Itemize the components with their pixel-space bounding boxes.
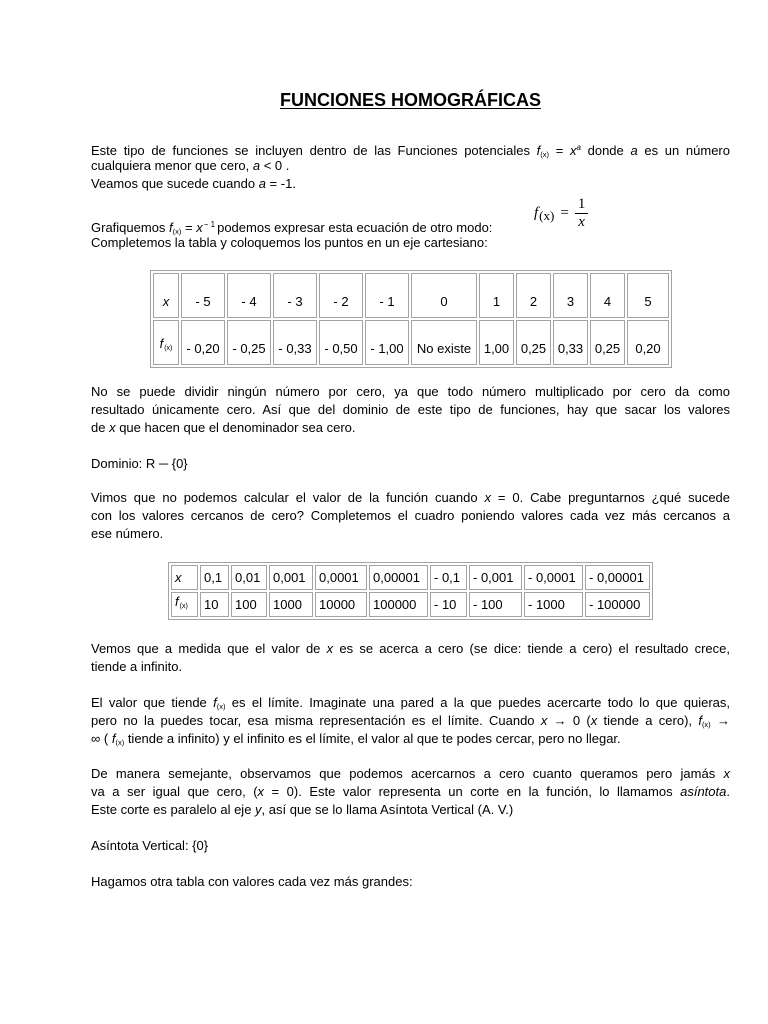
subscript: (x): [216, 702, 226, 711]
variable-x: x: [540, 713, 548, 728]
page-title: [91, 89, 730, 111]
variable-x: x: [109, 420, 116, 435]
paragraph-line: [91, 640, 730, 658]
paragraph-asymptote: [91, 765, 730, 819]
variable-x: x: [723, 766, 730, 781]
table-cell: 5: [627, 273, 669, 318]
text-run: es se acerca a cero (se dice: tiende a cero) el resultado crece,: [333, 641, 730, 656]
table-cell: 4: [590, 273, 625, 318]
variable-f: f: [159, 336, 164, 351]
table-row-fx: [153, 320, 669, 365]
variable-x: x: [196, 220, 203, 235]
formula-one-over-x: [534, 194, 588, 232]
variable-x: x: [257, 784, 265, 799]
variable-f: f: [175, 594, 179, 609]
variable-x: x: [326, 641, 334, 656]
paragraph-division-note: [91, 383, 730, 437]
table-cell: 0,20: [627, 320, 669, 365]
text-run: Grafiquemos: [91, 220, 170, 235]
table-cell: - 0,25: [227, 320, 271, 365]
table-cell: 1: [479, 273, 514, 318]
paragraph-line: [91, 783, 730, 801]
variable-y: y: [255, 802, 262, 817]
paragraph-line: [91, 837, 730, 855]
text-run: No se puede dividir ningún número por cero, ya que todo número multiplicado por cero da como: [91, 384, 730, 399]
variable-x: x: [484, 490, 492, 505]
text-run: = 0). Este valor representa un corte en la función, lo llamamos: [264, 784, 681, 799]
text-run: es un número: [637, 143, 730, 158]
values-table-near-zero: [168, 562, 653, 620]
text-run: que hacen que el denominador sea cero.: [115, 420, 356, 435]
paragraph-line: [91, 658, 730, 676]
paragraph-line: [91, 694, 730, 712]
table-cell: - 0,1: [430, 565, 467, 590]
text-run: resultado únicamente cero. Así que del dominio de este tipo de funciones, hay que sacar los valores: [91, 402, 730, 417]
text-run: .: [726, 784, 730, 799]
table-row-fx: [171, 592, 650, 617]
fraction-denominator: x: [578, 213, 585, 230]
table-cell: 0,01: [231, 565, 267, 590]
table-cell: 10: [200, 592, 229, 617]
text-run: Asíntota Vertical: {0}: [91, 838, 209, 853]
table-cell: - 0,50: [319, 320, 363, 365]
variable-f: f: [698, 713, 702, 728]
table-cell: - 5: [181, 273, 225, 318]
paragraph-line: [91, 730, 730, 748]
paragraph-line: [91, 157, 730, 175]
text-run: = 0. Cabe preguntarnos ¿qué sucede: [491, 490, 731, 505]
paragraph-line: [91, 139, 730, 157]
paragraph-limit: [91, 694, 730, 748]
text-run: Completemos la tabla y coloquemos los puntos en un eje cartesiano:: [91, 235, 488, 250]
text-run: < 0 .: [260, 158, 290, 173]
exponent-minus-one: − 1: [203, 220, 216, 229]
paragraph-line: [91, 455, 730, 473]
table-cell: 1,00: [479, 320, 514, 365]
paragraph-line: [91, 401, 730, 419]
table-cell: 100000: [369, 592, 428, 617]
text-run: → 0 (: [547, 713, 591, 728]
text-run: →: [710, 713, 730, 728]
table-cell: - 100: [469, 592, 522, 617]
variable-x: x: [569, 143, 577, 158]
table-cell: - 1,00: [365, 320, 409, 365]
paragraph-line: [91, 213, 730, 236]
table-header-fx: [153, 320, 179, 365]
text-run: ∞ (: [91, 731, 112, 746]
text-run: es el límite. Imaginate una pared a la que puedes acercarte todo lo que quieras,: [225, 695, 730, 710]
table-cell: 0,1: [200, 565, 229, 590]
text-run: Vimos que no podemos calcular el valor de la función cuando: [91, 490, 485, 505]
table-cell: 0: [411, 273, 477, 318]
variable-a: a: [252, 158, 261, 173]
table-cell: - 1: [365, 273, 409, 318]
fraction-numerator: 1: [575, 196, 589, 214]
table-cell: 2: [516, 273, 551, 318]
formula-equals: =: [560, 204, 569, 221]
text-run: va a ser igual que cero, (: [91, 784, 258, 799]
text-run: De manera semejante, observamos que podemos acercarnos a cero cuanto queramos pero jamás: [91, 766, 724, 781]
table-cell: 0,001: [269, 565, 313, 590]
text-run: Hagamos otra tabla con valores cada vez más grandes:: [91, 874, 413, 889]
table-cell: 0,33: [553, 320, 588, 365]
paragraph-graph: [91, 213, 730, 252]
table-header-fx: [171, 592, 198, 617]
term-asintota: asíntota: [680, 784, 727, 799]
table-cell: 10000: [315, 592, 367, 617]
variable-x: x: [175, 569, 182, 585]
paragraph-intro: [91, 139, 730, 193]
subscript: (x): [164, 345, 173, 352]
text-run: = -1.: [265, 176, 296, 191]
subscript: (x): [540, 150, 550, 159]
text-run: cualquiera menor que cero,: [91, 158, 253, 173]
paragraph-line: [91, 765, 730, 783]
table-cell: 0,00001: [369, 565, 428, 590]
table-cell: 0,25: [516, 320, 551, 365]
text-run: con los valores cercanos de cero? Completemos el cuadro poniendo valores cada vez más cercanos a: [91, 508, 730, 523]
variable-f: f: [213, 695, 217, 710]
table-header-x: [171, 565, 198, 590]
variable-f: f: [169, 220, 173, 235]
paragraph-line: [91, 489, 730, 507]
text-run: tiende a infinito.: [91, 659, 183, 674]
table-cell: - 0,00001: [585, 565, 650, 590]
table-cell: - 3: [273, 273, 317, 318]
formula-fraction: [575, 196, 589, 231]
table-header-x: [153, 273, 179, 318]
subscript: (x): [701, 720, 711, 729]
table-cell: 3: [553, 273, 588, 318]
text-run: donde: [580, 143, 631, 158]
text-run: ese número.: [91, 526, 164, 541]
text-run: de: [91, 420, 110, 435]
table-cell: 100: [231, 592, 267, 617]
paragraph-line: [91, 175, 730, 193]
text-run: Este tipo de funciones se incluyen dentro de las Funciones potenciales: [91, 143, 537, 158]
table-cell: No existe: [411, 320, 477, 365]
table-cell: - 10: [430, 592, 467, 617]
subscript: (x): [172, 227, 182, 236]
text-run: El valor que tiende: [91, 695, 214, 710]
table-cell: 0,0001: [315, 565, 367, 590]
formula-function-name: f: [534, 204, 539, 221]
table-cell: - 4: [227, 273, 271, 318]
text-run: =: [181, 220, 197, 235]
variable-x: x: [162, 294, 170, 309]
subscript: (x): [115, 738, 125, 747]
text-run: Este corte es paralelo al eje: [91, 802, 256, 817]
variable-a: a: [630, 143, 638, 158]
paragraph-line: [91, 507, 730, 525]
text-run: Veamos que sucede cuando: [91, 176, 259, 191]
paragraph-near-zero: [91, 489, 730, 543]
paragraph-line: [91, 801, 730, 819]
variable-f: f: [111, 731, 116, 746]
variable-a: a: [258, 176, 266, 191]
formula-argument: (x): [539, 208, 555, 223]
table-row-x: [153, 273, 669, 318]
paragraph-domain: [91, 455, 730, 473]
variable-f: f: [536, 143, 541, 158]
subscript: (x): [179, 603, 188, 610]
text-run: tiende a infinito) y el infinito es el límite, el valor al que te podes cercar, pero no llegar.: [124, 731, 621, 746]
paragraph-line: [91, 873, 730, 891]
table-row-x: [171, 565, 650, 590]
paragraph-next-table: [91, 873, 730, 891]
table-cell: 0,25: [590, 320, 625, 365]
paragraph-line: [91, 525, 730, 543]
paragraph-line: [91, 419, 730, 437]
table-cell: - 100000: [585, 592, 650, 617]
text-run: =: [549, 143, 570, 158]
text-run: , así que se lo llama Asíntota Vertical (A. V.): [261, 802, 514, 817]
table-cell: - 1000: [524, 592, 583, 617]
page-title-text: FUNCIONES HOMOGRÁFICAS: [280, 90, 541, 110]
text-run: podemos expresar esta ecuación de otro modo:: [217, 220, 493, 235]
exponent-a: a: [576, 143, 581, 152]
paragraph-line: [91, 712, 730, 730]
paragraph-trend: [91, 640, 730, 676]
variable-x: x: [590, 713, 598, 728]
table-cell: - 0,001: [469, 565, 522, 590]
text-run: Vemos que a medida que el valor de: [91, 641, 327, 656]
table-cell: - 0,0001: [524, 565, 583, 590]
values-table-integers: [150, 270, 672, 368]
table-cell: - 0,33: [273, 320, 317, 365]
text-run: tiende a cero),: [597, 713, 699, 728]
paragraph-vertical-asymptote: [91, 837, 730, 855]
text-run: pero no la puedes tocar, esa misma representación es el límite. Cuando: [91, 713, 541, 728]
table-cell: - 2: [319, 273, 363, 318]
table-cell: - 0,20: [181, 320, 225, 365]
paragraph-line: [91, 234, 730, 252]
table-cell: 1000: [269, 592, 313, 617]
text-run: Dominio: R ─ {0}: [91, 456, 188, 471]
paragraph-line: [91, 383, 730, 401]
